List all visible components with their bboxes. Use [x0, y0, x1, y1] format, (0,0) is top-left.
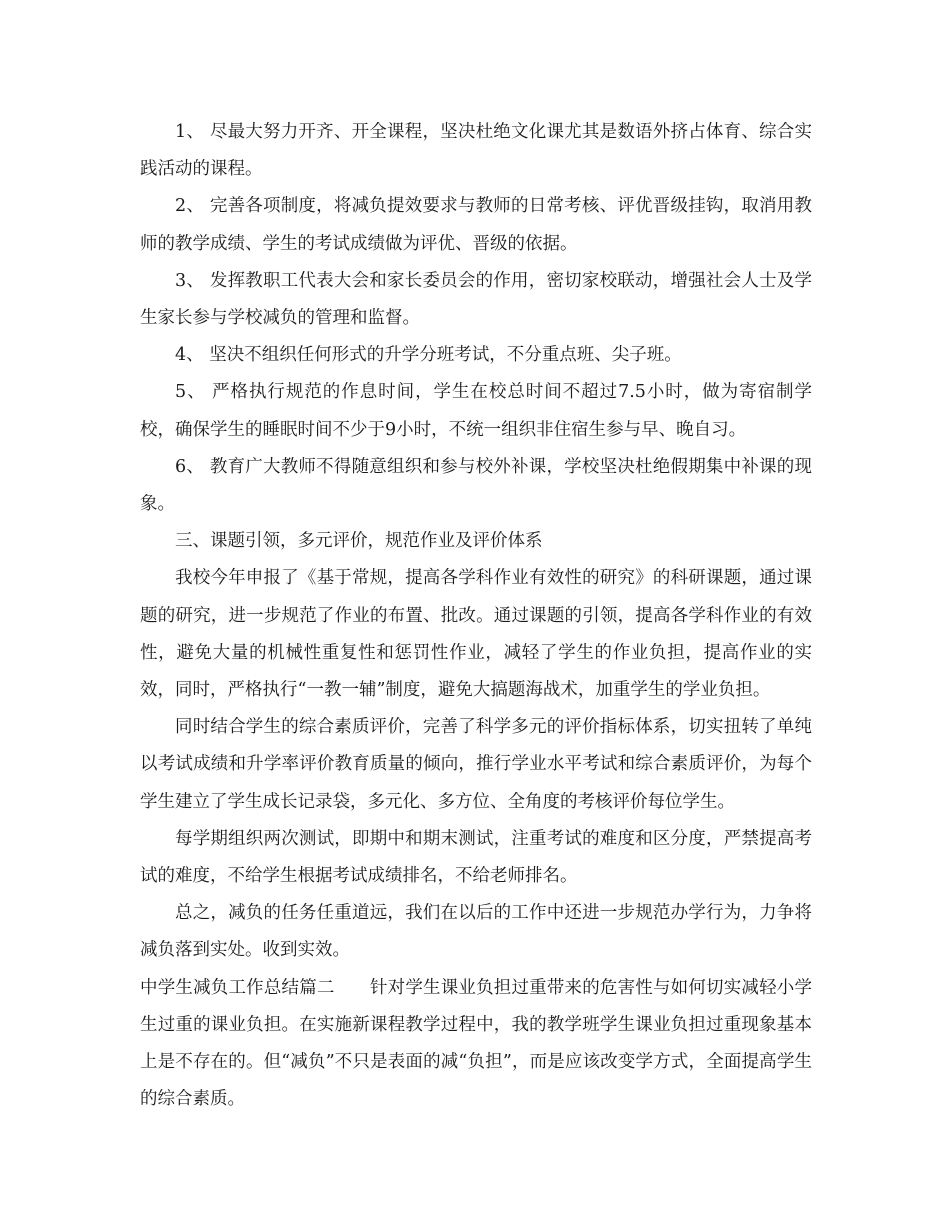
paragraph-item-6: 6、 教育广大教师不得随意组织和参与校外补课，学校坚决杜绝假期集中补课的现象。 — [140, 456, 812, 515]
paragraph-item-5: 5、 严格执行规范的作息时间，学生在校总时间不超过7.5小时，做为寄宿制学校，确保学生的睡眠时间不少于9小时，不统一组织非住宿生参与早、晚自习。 — [140, 382, 812, 440]
paragraph-item-3: 3、 发挥教职工代表大会和家长委员会的作用，密切家校联动，增强社会人士及学生家长参与学校减负的管理和监督。 — [140, 270, 812, 329]
paragraph-item-4: 4、 坚决不组织任何形式的升学分班考试，不分重点班、尖子班。 — [175, 345, 682, 366]
document-body — [140, 114, 812, 1118]
paragraph-part-two: 中学生减负工作总结篇二 针对学生课业负担过重带来的危害性与如何切实减轻小学生过重的课业负担。在实施新课程教学过程中，我的教学班学生课业负担过重现象基本上是不存在的。但“减负”不只是表面的减“负担”，而是应该改变学方式，全面提高学生的综合素质。 — [140, 977, 812, 1110]
paragraph-research-topic: 我校今年申报了《基于常规，提高各学科作业有效性的研究》的科研课题，通过课题的研究，进一步规范了作业的布置、批改。通过课题的引领，提高各学科作业的有效性，避免大量的机械性重复性和惩罚性作业，减轻了学生的作业负担，提高作业的实效，同时，严格执行“一教一辅”制度，避免大搞题海战术，加重学生的学业负担。 — [140, 568, 812, 701]
paragraph-conclusion: 总之，减负的任务任重道远，我们在以后的工作中还进一步规范办学行为，力争将减负落到实处。收到实效。 — [140, 903, 812, 961]
paragraph-item-1: 1、 尽最大努力开齐、开全课程，坚决杜绝文化课尤其是数语外挤占体育、综合实践活动的课程。 — [140, 122, 812, 180]
paragraph-item-2: 2、 完善各项制度，将减负提效要求与教师的日常考核、评优晋级挂钩，取消用教师的教学成绩、学生的考试成绩做为评优、晋级的依据。 — [140, 196, 812, 254]
section-heading: 三、课题引领，多元评价，规范作业及评价体系 — [175, 531, 543, 552]
paragraph-testing: 每学期组织两次测试，即期中和期末测试，注重考试的难度和区分度，严禁提高考试的难度，不给学生根据考试成绩排名，不给老师排名。 — [140, 828, 812, 887]
paragraph-evaluation: 同时结合学生的综合素质评价，完善了科学多元的评价指标体系，切实扭转了单纯以考试成绩和升学率评价教育质量的倾向，推行学业水平考试和综合素质评价，为每个学生建立了学生成长记录袋，多元化、多方位、全角度的考核评价每位学生。 — [140, 717, 812, 812]
